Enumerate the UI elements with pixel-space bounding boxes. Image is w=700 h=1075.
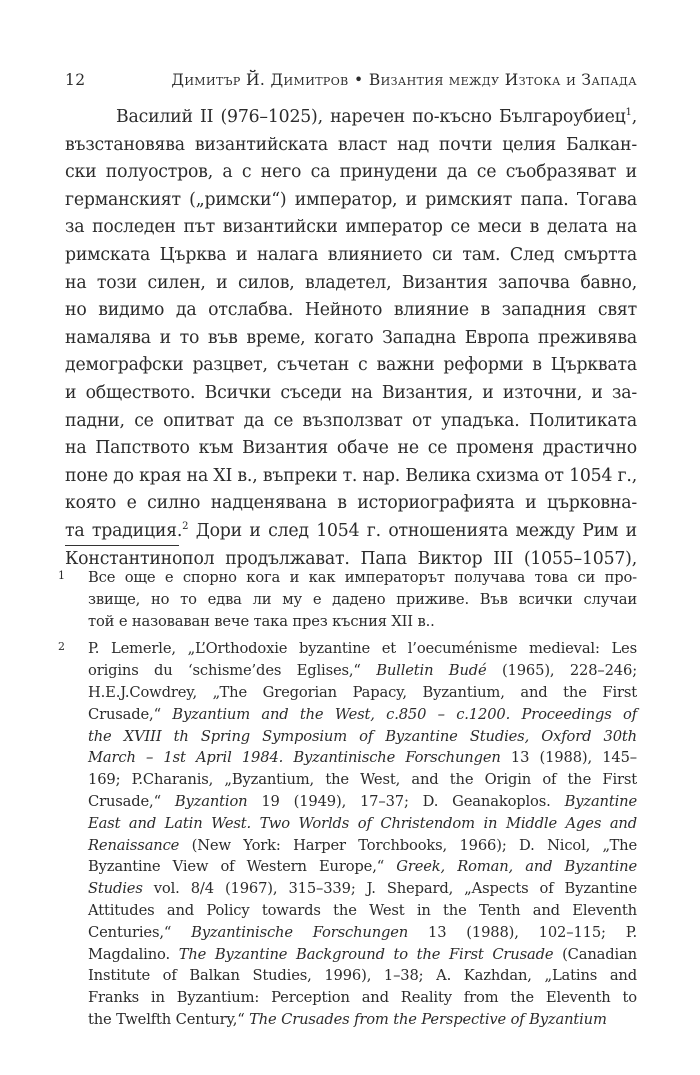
body-line: на Папството към Византия обаче не се променя драстично xyxy=(65,438,637,459)
running-head: Димитър Й. Димитров • Византия между Изтока и Запада xyxy=(171,71,637,89)
footnote-divider xyxy=(65,545,179,546)
footnote-text: (Canadian xyxy=(553,945,637,963)
body-line: падни, се опитват да се възползват от упадъка. Политиката xyxy=(65,410,637,431)
footnote-ref-2[interactable]: 2 xyxy=(182,521,189,533)
body-line: та традиция.$^2$ Дори и след 1054 г. отношенията между Рим и xyxy=(65,520,637,541)
footnote-text: 13 (1988), 102–115; P. xyxy=(408,923,637,941)
footnote-line: Все още е спорно кога и как императорът получава това си про- xyxy=(88,569,637,586)
footnote-italic-title: Byzantine xyxy=(564,792,638,810)
body-line: и обществото. Всички съседи на Византия, и източни, и за- xyxy=(65,382,637,403)
footnote-1 xyxy=(58,567,637,632)
footnote-line xyxy=(88,682,637,704)
body-line: демографски разцвет, съчетан с важни реформи в Църквата xyxy=(65,355,637,376)
footnote-text: Crusade,“ xyxy=(88,705,173,723)
footnote-italic-title: The Crusades from the Perspective of Byzantium xyxy=(249,1010,607,1028)
footnote-italic-title: The Byzantine Background to the First Crusade xyxy=(178,945,554,963)
body-line: римската Църква и налага влиянието си там. След смъртта xyxy=(65,244,637,265)
footnote-text: Franks in Byzantium: Perception and Reality from the Eleventh to xyxy=(88,989,637,1007)
footnote-text: the Twelfth Century,“ xyxy=(88,1010,250,1028)
footnote-text: vol. 8/4 (1967), 315–339; J. Shepard, „Aspects of Byzantine xyxy=(142,880,637,898)
footnote-text: H.E.J.Cowdrey, „The Gregorian Papacy, Byzantium, and the First xyxy=(88,683,637,701)
footnote-line xyxy=(88,922,637,944)
footnotes xyxy=(58,567,638,1037)
body-line: поне до края на XI в., въпреки т. нар. Велика схизма от 1054 г., xyxy=(65,465,637,486)
footnote-text: Byzantine View of Western Europe,“ xyxy=(88,858,397,876)
footnote-line xyxy=(88,660,637,682)
footnote-2 xyxy=(58,638,638,1030)
footnote-italic-title: the XVIII th Spring Symposium of Byzantine Studies, Oxford 30th xyxy=(88,727,637,745)
footnote-line xyxy=(88,1009,637,1031)
page-number: 12 xyxy=(65,71,86,89)
footnote-line xyxy=(88,965,637,987)
footnote-text: 19 (1949), 17–37; D. Geanakoplos. xyxy=(247,792,565,810)
footnote-italic-title: Byzantinische Forschungen xyxy=(191,923,409,941)
footnote-text: Crusade,“ xyxy=(88,792,175,810)
footnote-text: Institute of Balkan Studies, 1996), 1–38; A. Kazhdan, „Latins and xyxy=(88,967,637,985)
body-line: която е силно надценявана в историографията и църковна- xyxy=(65,493,637,514)
body-line: за последен път византийски император се меси в делата на xyxy=(65,217,637,238)
footnote-line xyxy=(88,835,637,857)
footnote-ref-1[interactable]: 1 xyxy=(625,107,632,119)
footnote-italic-title: East and Latin West. Two Worlds of Christendom in Middle Ages and xyxy=(88,814,637,832)
body-line: германският („римски“) император, и римският папа. Тогава xyxy=(65,189,637,210)
footnote-line xyxy=(88,987,637,1009)
footnote-text: origins du ‘schisme’des Eglises,“ xyxy=(88,662,377,680)
footnote-italic-title: Studies xyxy=(88,880,143,898)
footnote-line xyxy=(88,878,637,900)
footnote-italic-title: Renaissance xyxy=(88,836,180,854)
footnote-2-lines xyxy=(88,638,637,1030)
footnote-text: Magdalino. xyxy=(88,945,179,963)
body-line: Константинопол продължават. Папа Виктор III (1055–1057), xyxy=(65,548,637,569)
footnote-italic-title: Bulletin Budé xyxy=(376,662,487,680)
footnote-text: (New York: Harper Torchbooks, 1966); D. Nicol, „The xyxy=(179,836,637,854)
body-line: Василий II (976–1025), наречен по-късно Българоубиец$^1$, xyxy=(116,107,637,127)
footnote-line xyxy=(88,900,637,922)
footnote-italic-title: Byzantion xyxy=(174,792,248,810)
footnote-text: (1965), 228–246; xyxy=(486,662,637,680)
footnote-line: той е назоваван вече така през късния XII в.. xyxy=(88,612,435,630)
footnote-line xyxy=(88,769,637,791)
footnote-text: P. Lemerle, „L’Orthodoxie byzantine et l’oecuménisme medieval: Les xyxy=(88,640,637,658)
footnote-line xyxy=(88,638,637,660)
footnote-line xyxy=(88,856,637,878)
footnote-line xyxy=(88,813,637,835)
footnote-italic-title: Byzantium and the West, c.850 – c.1200. Proceedings of xyxy=(172,705,638,723)
footnote-text: 13 (1988), 145– xyxy=(500,749,637,767)
footnote-text: Centuries,“ xyxy=(88,923,192,941)
footnote-line xyxy=(88,944,637,966)
footnote-italic-title: March – 1st April 1984. Byzantinische Forschungen xyxy=(88,749,501,767)
body-line: на този силен, и силов, владетел, Византия започва бавно, xyxy=(65,272,637,293)
body-line: ски полуостров, а с него са принудени да се съобразяват и xyxy=(65,162,637,183)
footnote-text: 169; P.Charanis, „Byzantium, the West, and the Origin of the First xyxy=(88,771,637,789)
footnote-number: 2 xyxy=(58,640,65,654)
footnote-italic-title: Greek, Roman, and Byzantine xyxy=(396,858,637,876)
footnote-line xyxy=(88,704,637,726)
main-text xyxy=(65,104,637,573)
footnote-number: 1 xyxy=(58,569,65,582)
body-line: възстановява византийската власт над почти целия Балкан- xyxy=(65,134,637,155)
footnote-line xyxy=(88,791,637,813)
footnote-line xyxy=(88,726,637,748)
body-line: намалява и то във време, когато Западна Европа преживява xyxy=(65,327,637,348)
footnote-text: Attitudes and Policy towards the West in the Tenth and Eleventh xyxy=(88,901,637,919)
footnote-line: звище, но то едва ли му е дадено приживе. Във всички случаи xyxy=(88,590,637,608)
body-line: но видимо да отслабва. Нейното влияние в западния свят xyxy=(65,300,637,321)
footnote-line xyxy=(88,747,637,769)
